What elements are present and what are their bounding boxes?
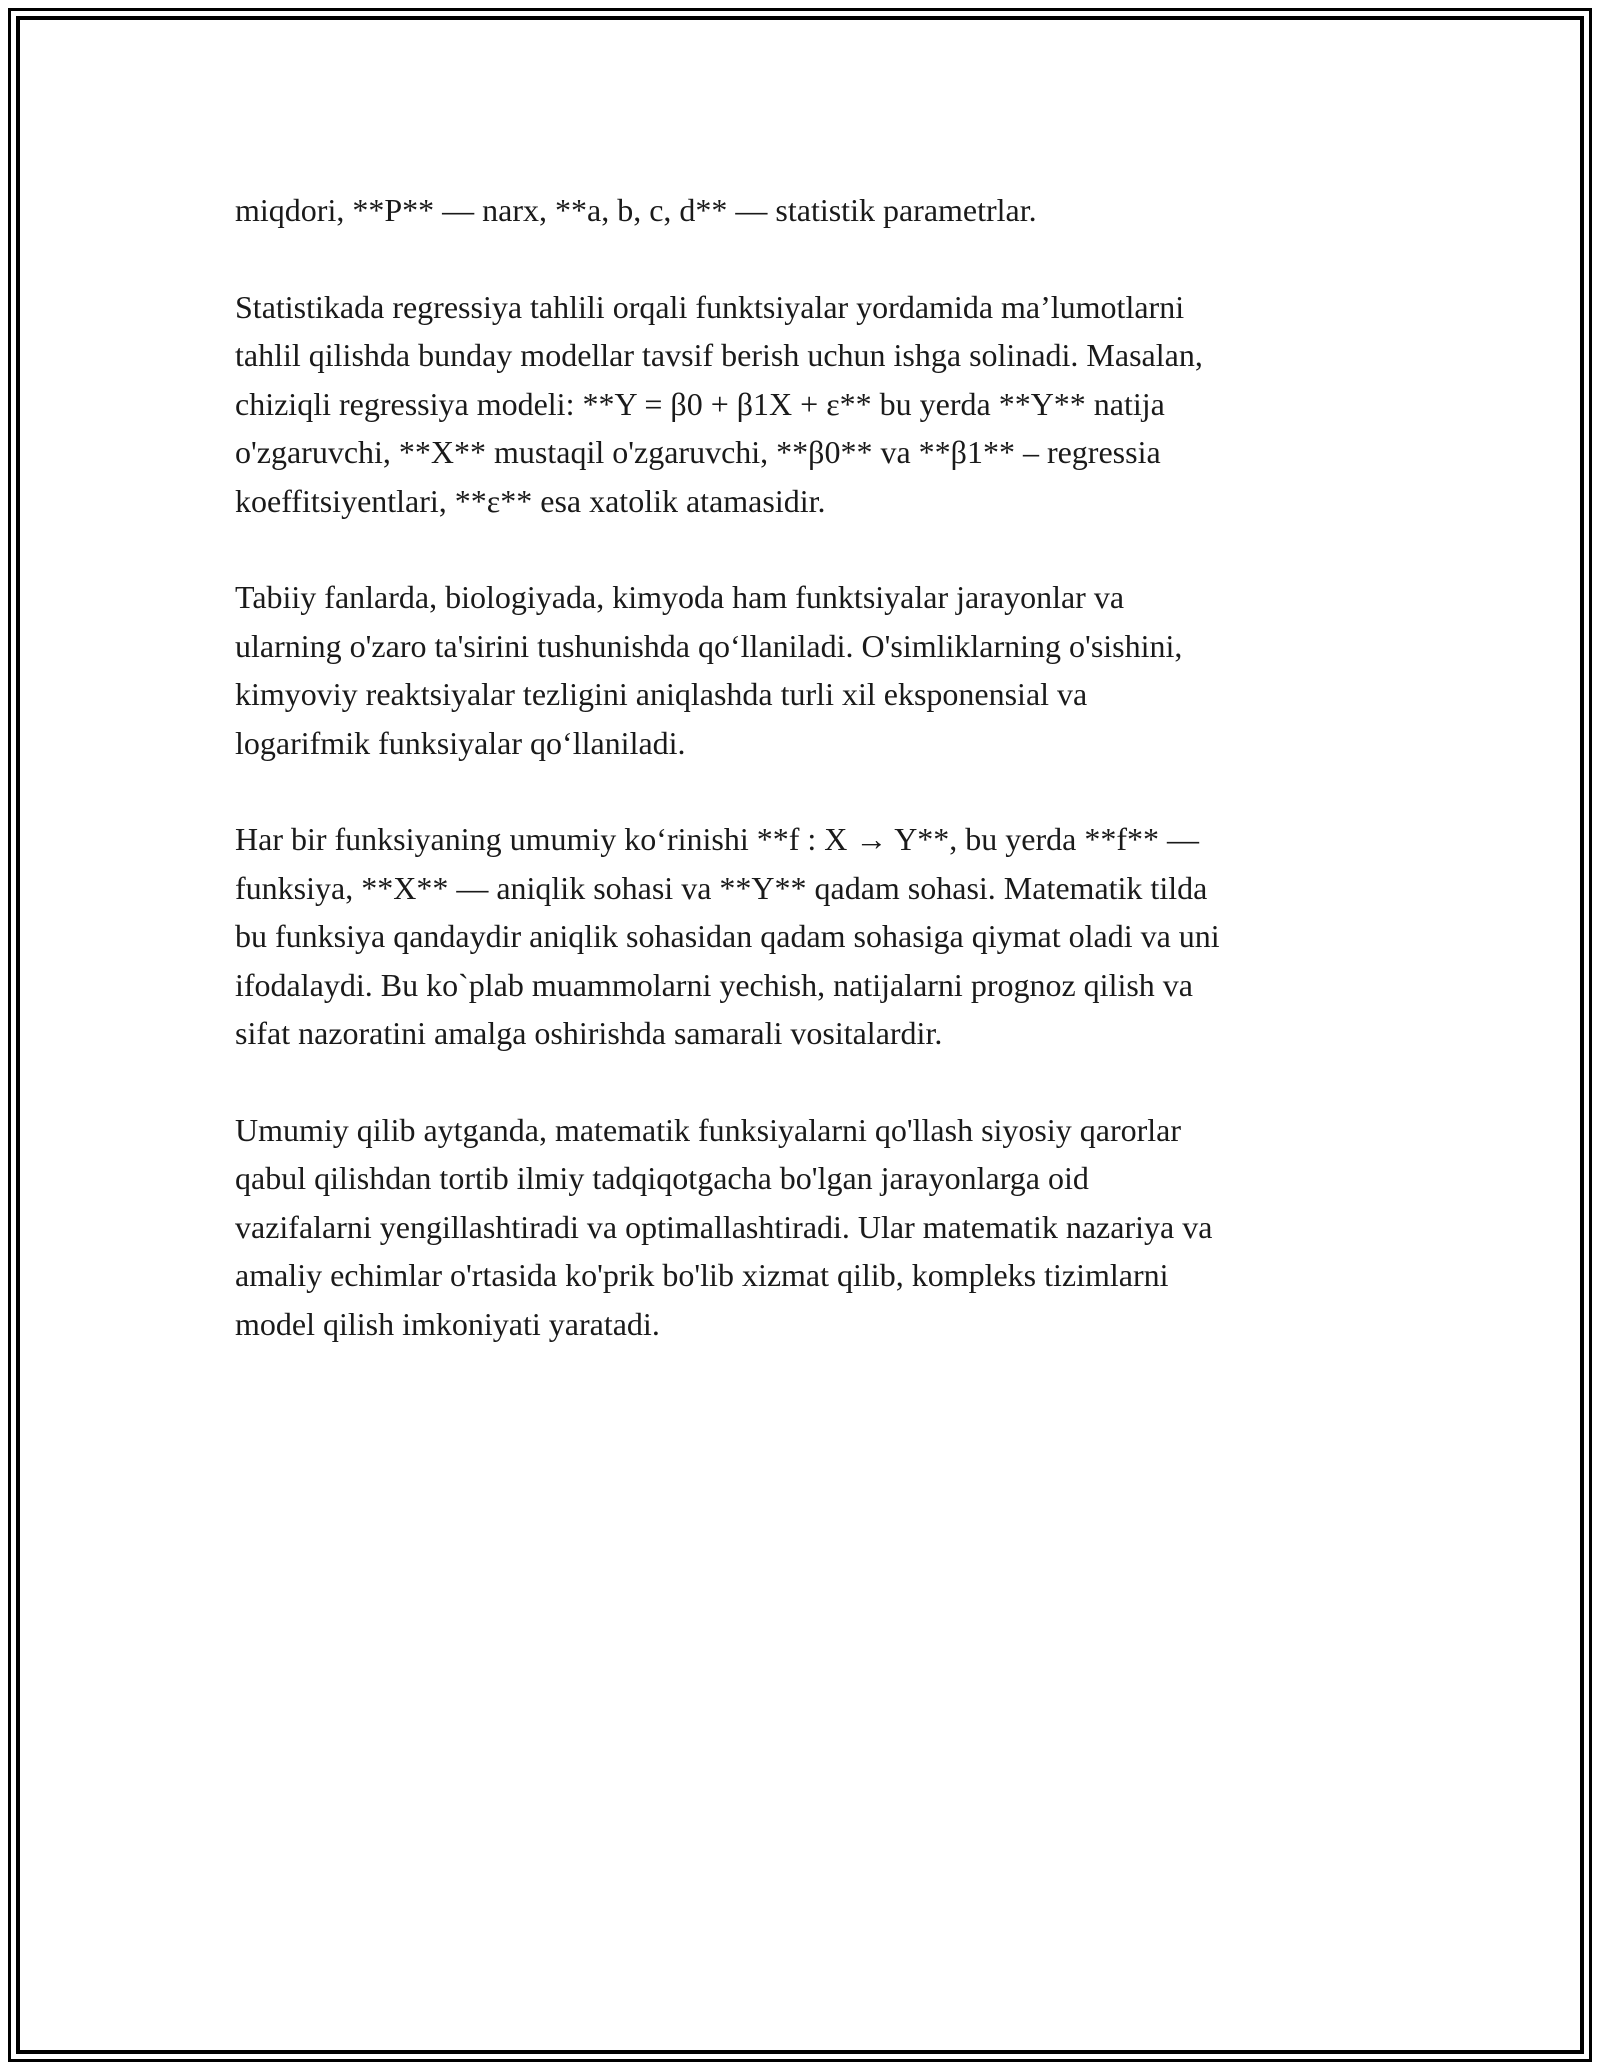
text-line: amaliy echimlar o'rtasida ko'prik bo'lib xizmat qilib, kompleks tizimlarni: [235, 1257, 1169, 1293]
text-line: chiziqli regressiya modeli: **Y = β0 + β1X + ε** bu yerda **Y** natija: [235, 385, 1165, 422]
paragraph-conclusion: [235, 1106, 1370, 1349]
text-line: Har bir funksiyaning umumiy ko‘rinishi **f : X → Y**, bu yerda **f** —: [235, 821, 1200, 857]
text-line: ifodalaydi. Bu ko`plab muammolarni yechish, natijalarni prognoz qilish va: [235, 966, 1193, 1003]
paragraph-regression: [235, 283, 1370, 526]
text-line: o'zgaruvchi, **X** mustaqil o'zgaruvchi, **β0** va **β1** – regressia: [235, 434, 1161, 470]
document-body: [235, 186, 1370, 1396]
text-line: bu funksiya qandaydir aniqlik sohasidan qadam sohasiga qiymat oladi va uni: [235, 918, 1220, 954]
text-line: ularning o'zaro ta'sirini tushunishda qo‘llaniladi. O'simliklarning o'sishini,: [235, 627, 1183, 664]
text-line: logarifmik funksiyalar qo‘llaniladi.: [235, 724, 686, 761]
text-line: sifat nazoratini amalga oshirishda samarali vositalardir.: [235, 1015, 943, 1051]
text-line: tahlil qilishda bunday modellar tavsif berish uchun ishga solinadi. Masalan,: [235, 337, 1203, 373]
text-line: koeffitsiyentlari, **ε** esa xatolik atamasidir.: [235, 482, 826, 519]
text-line: Umumiy qilib aytganda, matematik funksiyalarni qo'llash siyosiy qarorlar: [235, 1111, 1182, 1148]
text-line: model qilish imkoniyati yaratadi.: [235, 1305, 660, 1342]
paragraph-function-definition: [235, 815, 1370, 1058]
text-line: Statistikada regressiya tahlili orqali funktsiyalar yordamida ma’lumotlarni: [235, 288, 1185, 325]
paragraph-parameters: [235, 186, 1370, 235]
text-line: funksiya, **X** — aniqlik sohasi va **Y** qadam sohasi. Matematik tilda: [235, 869, 1208, 906]
text-line: vazifalarni yengillashtiradi va optimallashtiradi. Ular matematik nazariya va: [235, 1208, 1213, 1245]
text-line: qabul qilishdan tortib ilmiy tadqiqotgacha bo'lgan jarayonlarga oid: [235, 1160, 1089, 1196]
paragraph-natural-sciences: [235, 573, 1370, 767]
text-line: kimyoviy reaktsiyalar tezligini aniqlashda turli xil eksponensial va: [235, 676, 1088, 712]
text-line: Tabiiy fanlarda, biologiyada, kimyoda ham funktsiyalar jarayonlar va: [235, 579, 1125, 615]
text-line: miqdori, **P** — narx, **a, b, c, d** — statistik parametrlar.: [235, 192, 1037, 228]
